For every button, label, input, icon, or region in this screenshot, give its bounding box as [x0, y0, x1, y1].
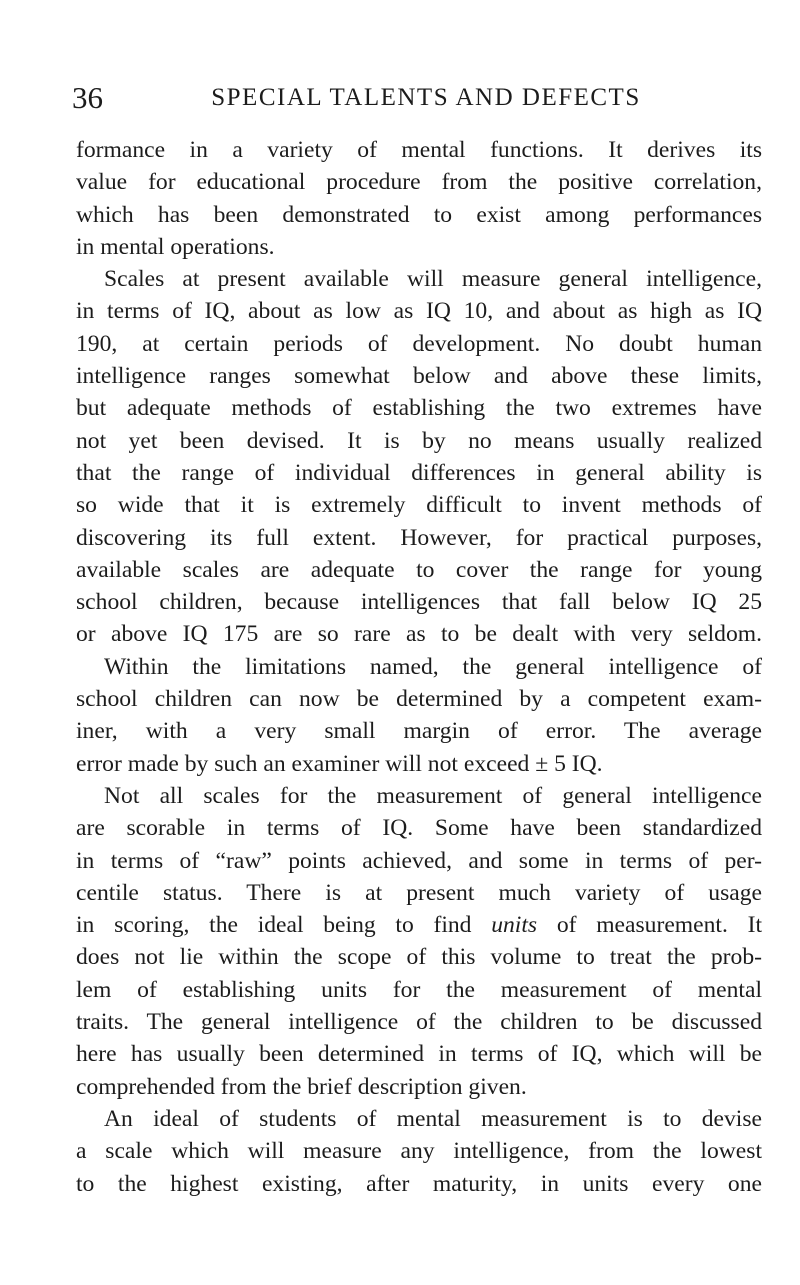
text-line: here has usually been determined in terms of IQ, which will be: [76, 1041, 762, 1068]
paragraph-2: [76, 263, 762, 651]
text-line: but adequate methods of establishing the two extremes have: [76, 395, 762, 422]
text-line: [76, 909, 762, 941]
text-line: iner, with a very small margin of error. The average: [76, 718, 762, 745]
text-line: traits. The general intelligence of the children to be discussed: [76, 1009, 763, 1036]
text-line: school children can now be determined by a competent exam-: [76, 686, 763, 713]
text-line: available scales are adequate to cover the range for young: [76, 556, 762, 583]
paragraph-4: [76, 780, 762, 1103]
text-line: in mental operations.: [76, 233, 275, 260]
text-line: to the highest existing, after maturity, in units every one: [76, 1170, 763, 1197]
text-line: centile status. There is at present much variety of usage: [76, 879, 763, 906]
paragraph-1: [76, 134, 762, 263]
body-text: [76, 134, 762, 1200]
text-line: Within the limitations named, the general intelligence of: [104, 653, 763, 680]
text-line: in terms of IQ, about as low as IQ 10, and about as high as IQ: [76, 298, 762, 325]
text-line: does not lie within the scope of this volume to treat the prob-: [76, 944, 762, 971]
text-line: formance in a variety of mental functions. It derives its: [76, 137, 763, 163]
text-line: error made by such an examiner will not exceed ± 5 IQ.: [76, 750, 603, 777]
page-number: 36: [72, 80, 103, 115]
running-title: SPECIAL TALENTS AND DEFECTS: [211, 84, 641, 111]
text-line: a scale which will measure any intelligence, from the lowest: [76, 1138, 762, 1165]
text-line: value for educational procedure from the positive correlation,: [76, 169, 762, 196]
text-line: An ideal of students of mental measurement is to devise: [104, 1105, 763, 1132]
text-line: intelligence ranges somewhat below and above these limits,: [76, 363, 763, 390]
text-line: so wide that it is extremely difficult to invent methods of: [76, 492, 762, 519]
text-line: are scorable in terms of IQ. Some have been standardized: [76, 815, 762, 842]
text-line: that the range of individual differences in general ability is: [76, 459, 763, 486]
text-line: Not all scales for the measurement of general intelligence: [104, 782, 762, 809]
text-line: lem of establishing units for the measurement of mental: [76, 976, 762, 1003]
text-line: Scales at present available will measure general intelligence,: [104, 266, 763, 293]
text-line: comprehended from the brief description given.: [76, 1073, 527, 1100]
text-line: not yet been devised. It is by no means usually realized: [76, 427, 762, 454]
text-line: which has been demonstrated to exist among performances: [76, 201, 763, 228]
text-fragment: in scoring, the ideal being to find: [76, 912, 492, 939]
paragraph-5: [76, 1103, 762, 1200]
text-line: discovering its full extent. However, for practical purposes,: [76, 524, 763, 551]
text-line: or above IQ 175 are so rare as to be dealt with very seldom.: [76, 621, 763, 648]
text-line: school children, because intelligences that fall below IQ 25: [76, 589, 762, 616]
paragraph-3: [76, 651, 762, 780]
page-header: [72, 78, 762, 118]
text-line: in terms of “raw” points achieved, and some in terms of per-: [76, 847, 763, 874]
emphasis-units: units: [491, 912, 538, 939]
text-fragment: of measurement. It: [537, 912, 762, 939]
text-line: 190, at certain periods of development. No doubt human: [76, 330, 762, 357]
